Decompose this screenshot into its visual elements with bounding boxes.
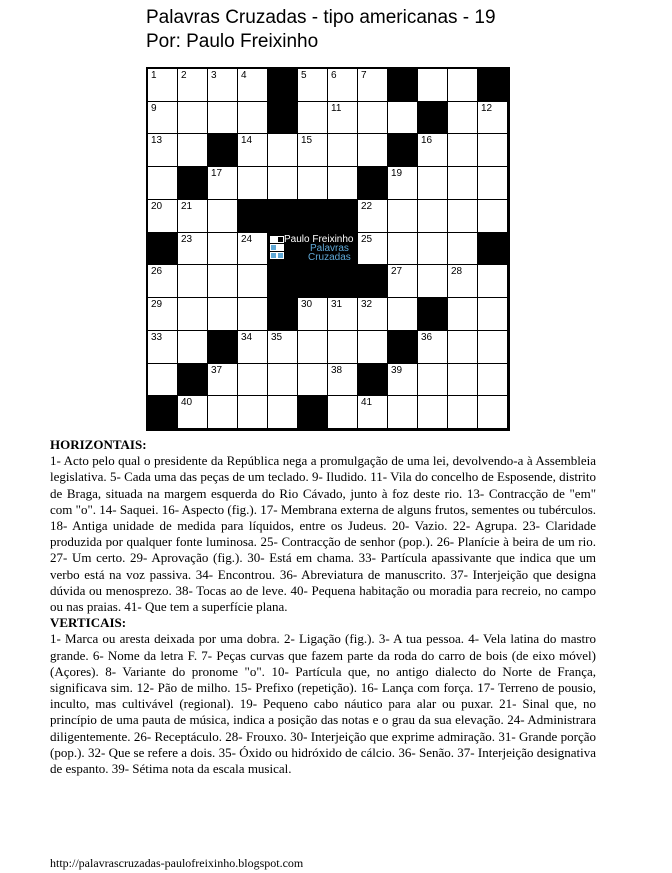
grid-cell[interactable] [388, 364, 418, 397]
grid-cell[interactable] [358, 134, 388, 167]
grid-cell[interactable] [478, 396, 508, 429]
grid-cell[interactable] [448, 102, 478, 135]
black-square [328, 265, 358, 298]
logo-mini-grid-square [277, 252, 284, 259]
black-square [478, 69, 508, 102]
grid-cell[interactable] [448, 167, 478, 200]
grid-cell[interactable] [388, 233, 418, 266]
clue-number: 30 [301, 299, 313, 311]
clue-number: 24 [241, 233, 253, 245]
clue-number: 11 [331, 102, 342, 114]
grid-cell[interactable] [478, 298, 508, 331]
clue-number: 8 [391, 70, 397, 81]
clue-number: 9 [151, 102, 157, 114]
grid-cell[interactable] [178, 200, 208, 233]
black-square [268, 200, 298, 233]
grid-cell[interactable] [298, 134, 328, 167]
grid-cell[interactable] [478, 167, 508, 200]
black-square [148, 396, 178, 429]
grid-cell[interactable] [178, 134, 208, 167]
grid-cell[interactable] [388, 298, 418, 331]
grid-cell[interactable] [418, 364, 448, 397]
grid-cell[interactable] [418, 396, 448, 429]
grid-cell[interactable] [238, 331, 268, 364]
clue-number: 16 [421, 135, 433, 147]
logo-mini-grid-square [270, 252, 277, 259]
clue-number: 29 [151, 299, 163, 311]
clue-number: 22 [361, 200, 373, 212]
grid-cell[interactable] [238, 265, 268, 298]
clue-number: 18 [361, 168, 373, 180]
black-square [268, 265, 298, 298]
author-logo [268, 233, 358, 266]
clue-number: 2 [181, 70, 187, 81]
clue-number: 27 [391, 266, 403, 278]
grid-cell[interactable] [328, 134, 358, 167]
grid-cell[interactable] [238, 167, 268, 200]
grid-cell[interactable] [148, 265, 178, 298]
logo-text-line3: Cruzadas [308, 251, 351, 263]
grid-cell[interactable] [208, 69, 238, 102]
grid-cell[interactable] [418, 134, 448, 167]
black-square [358, 364, 388, 397]
grid-cell[interactable] [388, 200, 418, 233]
grid-cell[interactable] [298, 69, 328, 102]
grid-cell[interactable] [238, 102, 268, 135]
grid-cell[interactable] [328, 331, 358, 364]
clue-number: 17 [211, 168, 223, 180]
grid-cell[interactable] [178, 233, 208, 266]
grid-cell[interactable] [208, 233, 238, 266]
grid-cell[interactable] [208, 265, 238, 298]
crossword-grid [146, 67, 510, 431]
clue-number: 23 [181, 233, 193, 245]
clue-number: 31 [331, 299, 343, 311]
grid-cell[interactable] [328, 69, 358, 102]
black-square [418, 102, 448, 135]
grid-cell[interactable] [268, 167, 298, 200]
clue-number: 7 [361, 70, 367, 81]
grid-cell[interactable] [178, 265, 208, 298]
clue-number: 4 [241, 70, 247, 81]
logo-text-line1: Paulo Freixinho [284, 233, 354, 245]
clue-number: 3 [211, 70, 217, 81]
grid-cell[interactable] [268, 396, 298, 429]
grid-cell[interactable] [178, 396, 208, 429]
clue-number: 20 [151, 200, 163, 212]
black-square [388, 331, 418, 364]
grid-cell[interactable] [448, 233, 478, 266]
clue-number: 6 [331, 70, 337, 81]
grid-cell[interactable] [268, 364, 298, 397]
logo-mini-grid-square [277, 244, 284, 251]
grid-cell[interactable] [448, 134, 478, 167]
grid-cell[interactable] [328, 167, 358, 200]
clue-number: 35 [271, 331, 283, 343]
black-square [238, 200, 268, 233]
down-clues: 1- Marca ou aresta deixada por uma dobra. 2- Ligação (fig.). 3- A tua pessoa. 4- Vela latina do mastro grande. 6- Nome da letra F. 7- Peças curvas que fazem parte da roda do carro de bois (de eixo móvel) (Açores). 8- Variante do pronome "o". 10- Partícula que, no antigo dialecto do Norte de França, significava sim. 12- Pão de milho. 15- Prefixo (repetição). 16- Lança com força. 17- Terreno de pousio, inculto, mas cultivável (regional). 19- Pequeno cabo náutico para alar ou puxar. 21- Sinal que, no princípio de uma pauta de música, indica a posição das notas e o grau da sua elevação. 24- Administrara diligentemente. 26- Receptáculo. 28- Frouxo. 30- Interjeição que exprime admiração. 31- Grande porção (pop.). 32- Que se refere a dois. 35- Óxido ou hidróxido de cálcio. 36- Senão. 37- Interjeição designativa de espanto. 39- Sétima nota da escala musical. [50, 631, 596, 777]
grid-cell[interactable] [358, 69, 388, 102]
grid-cell[interactable] [148, 298, 178, 331]
grid-cell[interactable] [418, 200, 448, 233]
grid-cell[interactable] [148, 167, 178, 200]
grid-cell[interactable] [478, 364, 508, 397]
grid-cell[interactable] [358, 200, 388, 233]
grid-cell[interactable] [148, 364, 178, 397]
black-square [388, 134, 418, 167]
clue-number: 33 [151, 331, 163, 343]
clue-number: 41 [361, 397, 373, 409]
black-square [208, 331, 238, 364]
clue-number: 32 [361, 299, 373, 311]
grid-cell[interactable] [448, 200, 478, 233]
grid-cell[interactable] [268, 331, 298, 364]
clue-number: 40 [181, 397, 193, 409]
grid-cell[interactable] [238, 364, 268, 397]
clue-number: 34 [241, 331, 253, 343]
grid-cell[interactable] [298, 167, 328, 200]
clue-number: 13 [151, 135, 163, 147]
grid-cell[interactable] [328, 364, 358, 397]
clue-number: 38 [331, 364, 343, 376]
grid-cell[interactable] [418, 69, 448, 102]
grid-cell[interactable] [358, 102, 388, 135]
grid-cell[interactable] [328, 102, 358, 135]
grid-cell[interactable] [448, 364, 478, 397]
logo-mini-grid-square [277, 236, 284, 243]
grid-cell[interactable] [328, 396, 358, 429]
black-square [268, 298, 298, 331]
grid-cell[interactable] [238, 69, 268, 102]
grid-cell[interactable] [208, 167, 238, 200]
grid-cell[interactable] [268, 134, 298, 167]
grid-cell[interactable] [298, 331, 328, 364]
black-square [418, 298, 448, 331]
grid-cell[interactable] [388, 102, 418, 135]
grid-cell[interactable] [148, 200, 178, 233]
black-square [298, 265, 328, 298]
black-square [298, 200, 328, 233]
grid-cell[interactable] [328, 298, 358, 331]
across-heading: HORIZONTAIS: [50, 437, 147, 452]
clue-number: 10 [271, 102, 283, 114]
grid-cell[interactable] [148, 134, 178, 167]
grid-cell[interactable] [478, 134, 508, 167]
clue-number: 1 [151, 70, 157, 81]
black-square [298, 396, 328, 429]
grid-cell[interactable] [418, 233, 448, 266]
logo-text-line2: Palavras [310, 242, 349, 254]
grid-cell[interactable] [178, 331, 208, 364]
grid-cell[interactable] [388, 167, 418, 200]
grid-cell[interactable] [238, 396, 268, 429]
grid-cell[interactable] [298, 102, 328, 135]
grid-cell[interactable] [178, 298, 208, 331]
logo-mini-grid-square [270, 236, 277, 243]
grid-cell[interactable] [478, 102, 508, 135]
grid-cell[interactable] [478, 331, 508, 364]
grid-cell[interactable] [448, 331, 478, 364]
grid-cell[interactable] [448, 265, 478, 298]
grid-cell[interactable] [448, 396, 478, 429]
clue-number: 19 [391, 168, 403, 180]
grid-cell[interactable] [238, 298, 268, 331]
grid-cell[interactable] [148, 102, 178, 135]
grid-cell[interactable] [298, 364, 328, 397]
black-square [268, 102, 298, 135]
grid-cell[interactable] [358, 396, 388, 429]
blog-url[interactable]: http://palavrascruzadas-paulofreixinho.blogspot.com [50, 856, 304, 870]
black-square [328, 200, 358, 233]
grid-cell[interactable] [298, 298, 328, 331]
black-square [268, 69, 298, 102]
grid-cell[interactable] [208, 396, 238, 429]
clue-number: 21 [181, 200, 193, 212]
grid-cell[interactable] [208, 200, 238, 233]
grid-cell[interactable] [208, 102, 238, 135]
grid-cell[interactable] [478, 265, 508, 298]
grid-cell[interactable] [178, 102, 208, 135]
black-square [208, 134, 238, 167]
grid-cell[interactable] [448, 69, 478, 102]
down-heading: VERTICAIS: [50, 615, 127, 631]
grid-cell[interactable] [238, 134, 268, 167]
clue-number: 14 [241, 135, 253, 147]
clue-number: 36 [421, 331, 433, 343]
clue-number: 37 [211, 364, 223, 376]
grid-cell[interactable] [478, 200, 508, 233]
grid-cell[interactable] [208, 364, 238, 397]
grid-cell[interactable] [418, 331, 448, 364]
clue-number: 15 [301, 135, 313, 147]
grid-cell[interactable] [238, 233, 268, 266]
grid-cell[interactable] [178, 69, 208, 102]
grid-cell[interactable] [418, 167, 448, 200]
grid-cell[interactable] [388, 265, 418, 298]
puzzle-author: Por: Paulo Freixinho [146, 31, 319, 52]
clue-number: 39 [391, 364, 403, 376]
black-square [358, 167, 388, 200]
grid-cell[interactable] [358, 298, 388, 331]
puzzle-title: Palavras Cruzadas - tipo americanas - 19 [146, 7, 496, 28]
across-clues: 1- Acto pelo qual o presidente da República nega a promulgação de uma lei, devolvendo-a à Assembleia legislativa. 5- Cada uma das peças de um teclado. 9- Iludido. 11- Vila do concelho de Esposende, distrito de Braga, situada na margem esquerda do Rio Cávado, junto à foz deste rio. 13- Contracção de "em" com "o". 14- Saquei. 16- Aspecto (fig.). 17- Membrana externa de alguns frutos, sementes ou tubérculos. 18- Antiga unidade de medida para líquidos, entre os Judeus. 20- Vazio. 22- Agrupa. 23- Claridade produzida por qualquer fonte luminosa. 25- Contracção de senhor (pop.). 26- Planície à beira de um rio. 27- Um certo. 29- Aprovação (fig.). 30- Está em chama. 33- Partícula apassivante que indica que um verbo está na voz passiva. 34- Encontrou. 36- Abreviatura de manuscrito. 37- Interjeição que designa dúvida ou menosprezo. 38- Tocas ao de leve. 40- Pequena habitação ou moradia para recreio, no campo ou nas praias. 41- Que tem a superfície plana. [50, 453, 596, 615]
clue-number: 26 [151, 266, 163, 278]
grid-cell[interactable] [358, 233, 388, 266]
grid-cell[interactable] [388, 396, 418, 429]
grid-cell[interactable] [148, 331, 178, 364]
grid-cell[interactable] [448, 298, 478, 331]
logo-mini-grid-square [270, 244, 277, 251]
black-square [178, 364, 208, 397]
clue-number: 25 [361, 233, 373, 245]
grid-cell[interactable] [358, 331, 388, 364]
clues-section [50, 437, 596, 777]
grid-cell[interactable] [418, 265, 448, 298]
black-square [388, 69, 418, 102]
clue-number: 5 [301, 70, 307, 81]
clue-number: 12 [481, 102, 493, 114]
grid-cell[interactable] [148, 69, 178, 102]
grid-cell[interactable] [208, 298, 238, 331]
black-square [358, 265, 388, 298]
black-square [178, 167, 208, 200]
black-square [478, 233, 508, 266]
black-square [148, 233, 178, 266]
clue-number: 28 [451, 266, 463, 278]
